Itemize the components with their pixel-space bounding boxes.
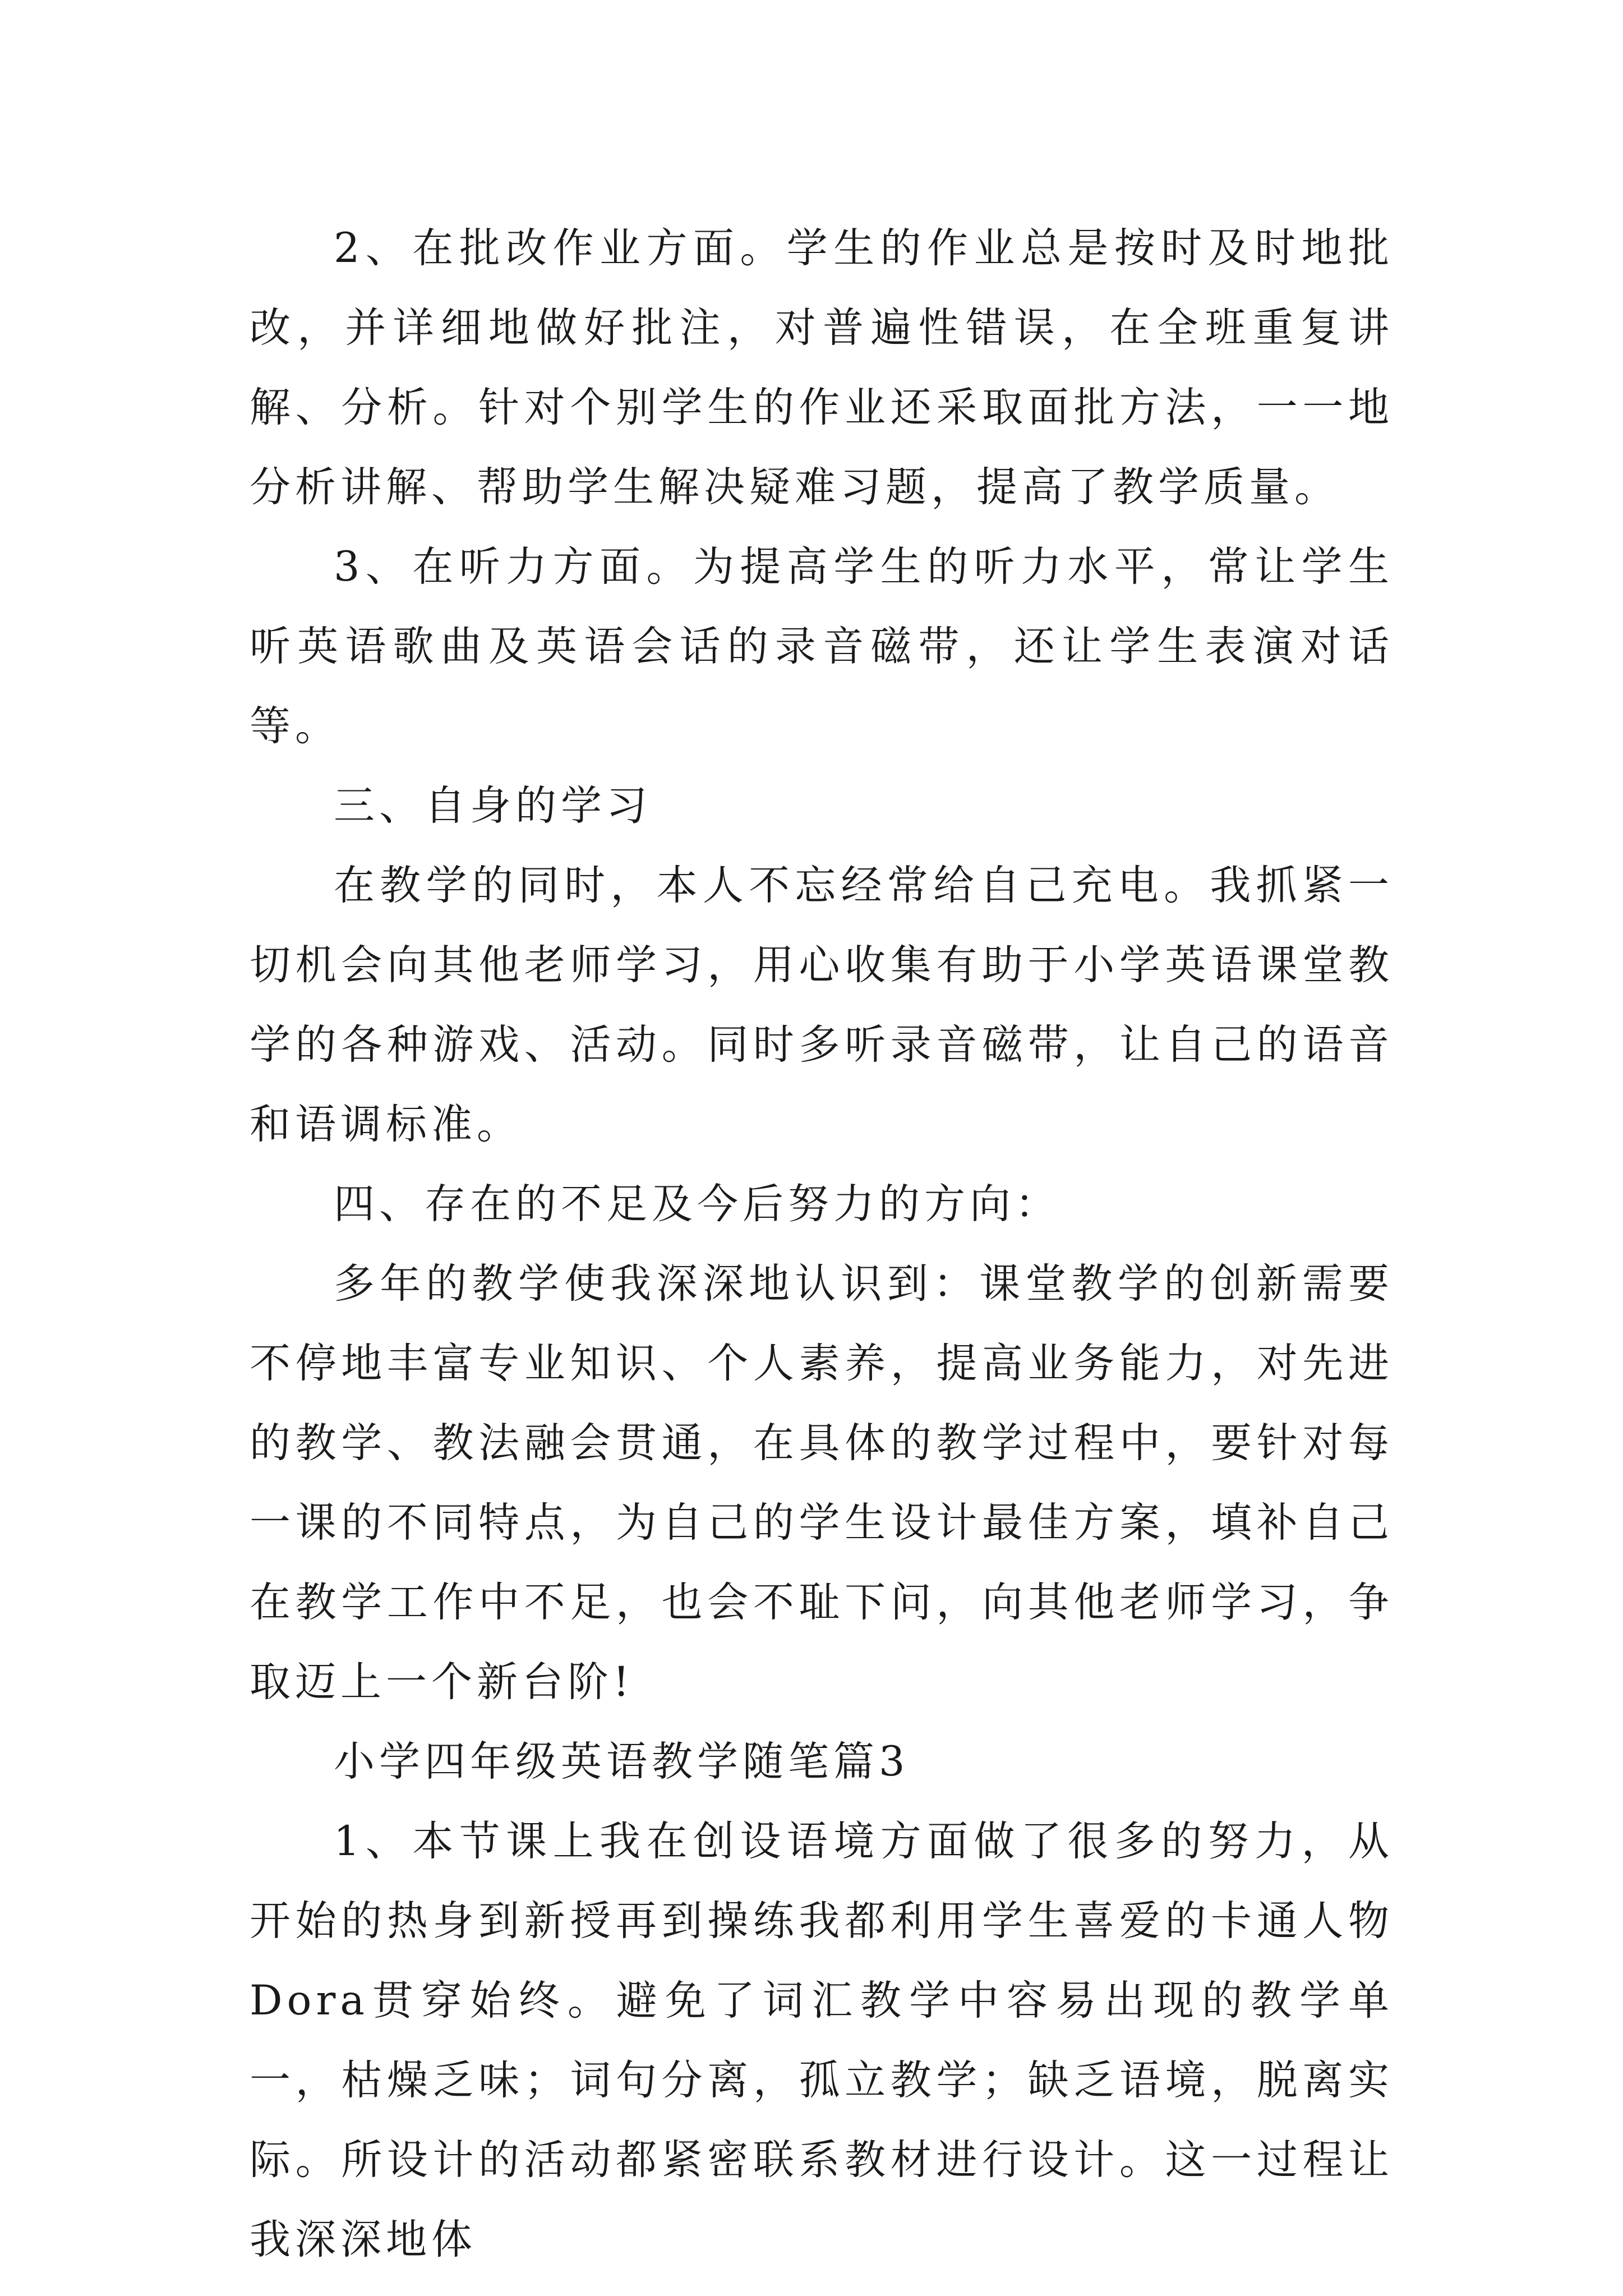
paragraph-context-creation: 1、本节课上我在创设语境方面做了很多的努力，从开始的热身到新授再到操练我都利用学生喜爱的卡通人物Dora贯穿始终。避免了词汇教学中容易出现的教学单一，枯燥乏味；词句分离，孤立教学；缺乏语境，脱离实际。所设计的活动都紧密联系教材进行设计。这一过程让我深深地体	[250, 1818, 1394, 2263]
paragraph-correcting-homework: 2、在批改作业方面。学生的作业总是按时及时地批改，并详细地做好批注，对普遍性错误，在全班重复讲解、分析。针对个别学生的作业还采取面批方法，一一地分析讲解、帮助学生解决疑难习题，提高了教学质量。	[250, 224, 1394, 511]
article-title-part-3: 小学四年级英语教学随笔篇3	[334, 1738, 910, 1786]
section-heading-shortcomings: 四、存在的不足及今后努力的方向：	[334, 1180, 1061, 1228]
paragraph-listening: 3、在听力方面。为提高学生的听力水平，常让学生听英语歌曲及英语会话的录音磁带，还让学生表演对话等。	[250, 543, 1394, 750]
paragraph-self-study: 在教学的同时，本人不忘经常给自己充电。我抓紧一切机会向其他老师学习，用心收集有助于小学英语课堂教学的各种游戏、活动。同时多听录音磁带，让自己的语音和语调标准。	[250, 862, 1394, 1148]
paragraph-shortcomings: 多年的教学使我深深地认识到：课堂教学的创新需要不停地丰富专业知识、个人素养，提高业务能力，对先进的教学、教法融会贯通，在具体的教学过程中，要针对每一课的不同特点，为自己的学生设计最佳方案，填补自己在教学工作中不足，也会不耻下问，向其他老师学习，争取迈上一个新台阶!	[250, 1260, 1394, 1706]
section-heading-self-study: 三、自身的学习	[334, 782, 652, 830]
document-body	[250, 209, 1394, 2280]
